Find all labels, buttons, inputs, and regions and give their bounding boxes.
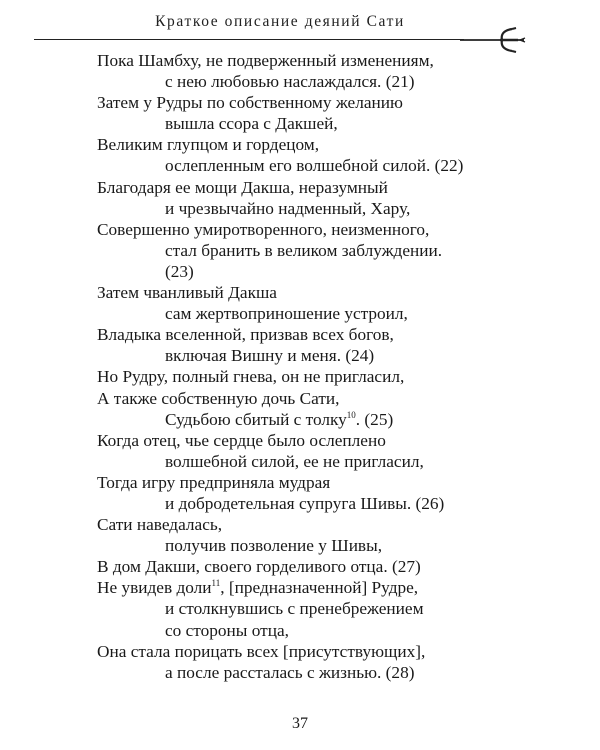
verse-line xyxy=(0,472,600,493)
verse-line-text: и чрезвычайно надменный, Хару, xyxy=(165,198,411,218)
running-title: Краткое описание деяний Сати xyxy=(155,13,405,30)
verse-line-text: Пока Шамбху, не подверженный изменениям, xyxy=(97,51,434,70)
verse-line xyxy=(0,177,600,198)
verse-line xyxy=(0,388,600,409)
verse-line-tail: . (25) xyxy=(355,409,394,429)
verse-line-tail: , [предназначенной] Рудре, xyxy=(220,578,419,598)
verse-line-text: со стороны отца, xyxy=(165,620,289,640)
footnote-marker: 10 xyxy=(346,409,356,420)
verse-line-text: Но Рудру, полный гнева, он не пригласил, xyxy=(97,367,405,387)
verse-line xyxy=(0,493,600,514)
verse-line-text: Судьбою сбитый с толку xyxy=(165,409,347,429)
verse-line xyxy=(0,134,600,155)
verse-line xyxy=(0,430,600,451)
verse-line-text: Не увидев доли xyxy=(97,578,212,598)
verse-line xyxy=(0,641,600,662)
verse-line xyxy=(0,366,600,387)
verse-line-text: Затем у Рудры по собственному желанию xyxy=(97,93,403,113)
verse-line-text: Сати наведалась, xyxy=(97,515,223,535)
verse-line-text: Она стала порицать всех [присутствующих], xyxy=(97,641,426,661)
verse-line xyxy=(0,71,600,92)
verse-line xyxy=(0,514,600,535)
verse-line-text: стал бранить в великом заблуждении. xyxy=(165,240,443,260)
verse-line xyxy=(0,620,600,641)
page-number: 37 xyxy=(292,715,308,732)
verse-line xyxy=(0,577,600,598)
footnote-marker: 11 xyxy=(211,578,221,589)
verse-line-text: сам жертвоприношение устроил, xyxy=(165,304,408,324)
verse-text xyxy=(0,50,600,683)
running-header xyxy=(30,13,578,53)
verse-line xyxy=(0,303,600,324)
verse-line-text: вышла ссора с Дакшей, xyxy=(165,114,338,134)
verse-line-text: Совершенно умиротворенного, неизменного, xyxy=(97,219,430,239)
verse-line-text: волшебной силой, ее не пригласил, xyxy=(165,451,424,471)
verse-line xyxy=(0,556,600,577)
verse-line xyxy=(0,219,600,240)
verse-line-text: А также собственную дочь Сати, xyxy=(97,388,340,408)
verse-line xyxy=(0,50,600,71)
verse-line-text: Когда отец, чье сердце было ослеплено xyxy=(97,430,386,450)
verse-line-text: Великим глупцом и гордецом, xyxy=(97,135,320,155)
verse-line xyxy=(0,92,600,113)
verse-line-text: включая Вишну и меня. (24) xyxy=(165,346,375,366)
verse-line-text: и столкнувшись с пренебрежением xyxy=(165,599,424,619)
header-rule xyxy=(34,39,464,40)
verse-line xyxy=(0,662,600,683)
verse-line-text: получив позволение у Шивы, xyxy=(165,536,383,556)
verse-line xyxy=(0,155,600,176)
verse-line xyxy=(0,535,600,556)
verse-line xyxy=(0,324,600,345)
verse-line xyxy=(0,409,600,430)
verse-line xyxy=(0,282,600,303)
verse-line-text: и добродетельная супруга Шивы. (26) xyxy=(165,493,445,513)
verse-line xyxy=(0,198,600,219)
verse-line xyxy=(0,113,600,134)
verse-line-text: В дом Дакши, своего горделивого отца. (27) xyxy=(97,557,421,577)
verse-line-text: Благодаря ее мощи Дакша, неразумный xyxy=(97,177,388,197)
verse-line xyxy=(0,261,600,282)
verse-line-text: с нею любовью наслаждался. (21) xyxy=(165,72,415,92)
verse-line xyxy=(0,240,600,261)
verse-line-text: а после рассталась с жизнью. (28) xyxy=(165,662,415,682)
verse-line xyxy=(0,451,600,472)
verse-line xyxy=(0,345,600,366)
verse-line xyxy=(0,598,600,619)
verse-line-text: Владыка вселенной, призвав всех богов, xyxy=(97,325,394,345)
verse-line-text: Тогда игру предприняла мудрая xyxy=(97,472,331,492)
verse-line-text: Затем чванливый Дакша xyxy=(97,283,277,303)
verse-line-text: ослепленным его волшебной силой. (22) xyxy=(165,156,464,176)
verse-line-text: (23) xyxy=(165,261,194,281)
